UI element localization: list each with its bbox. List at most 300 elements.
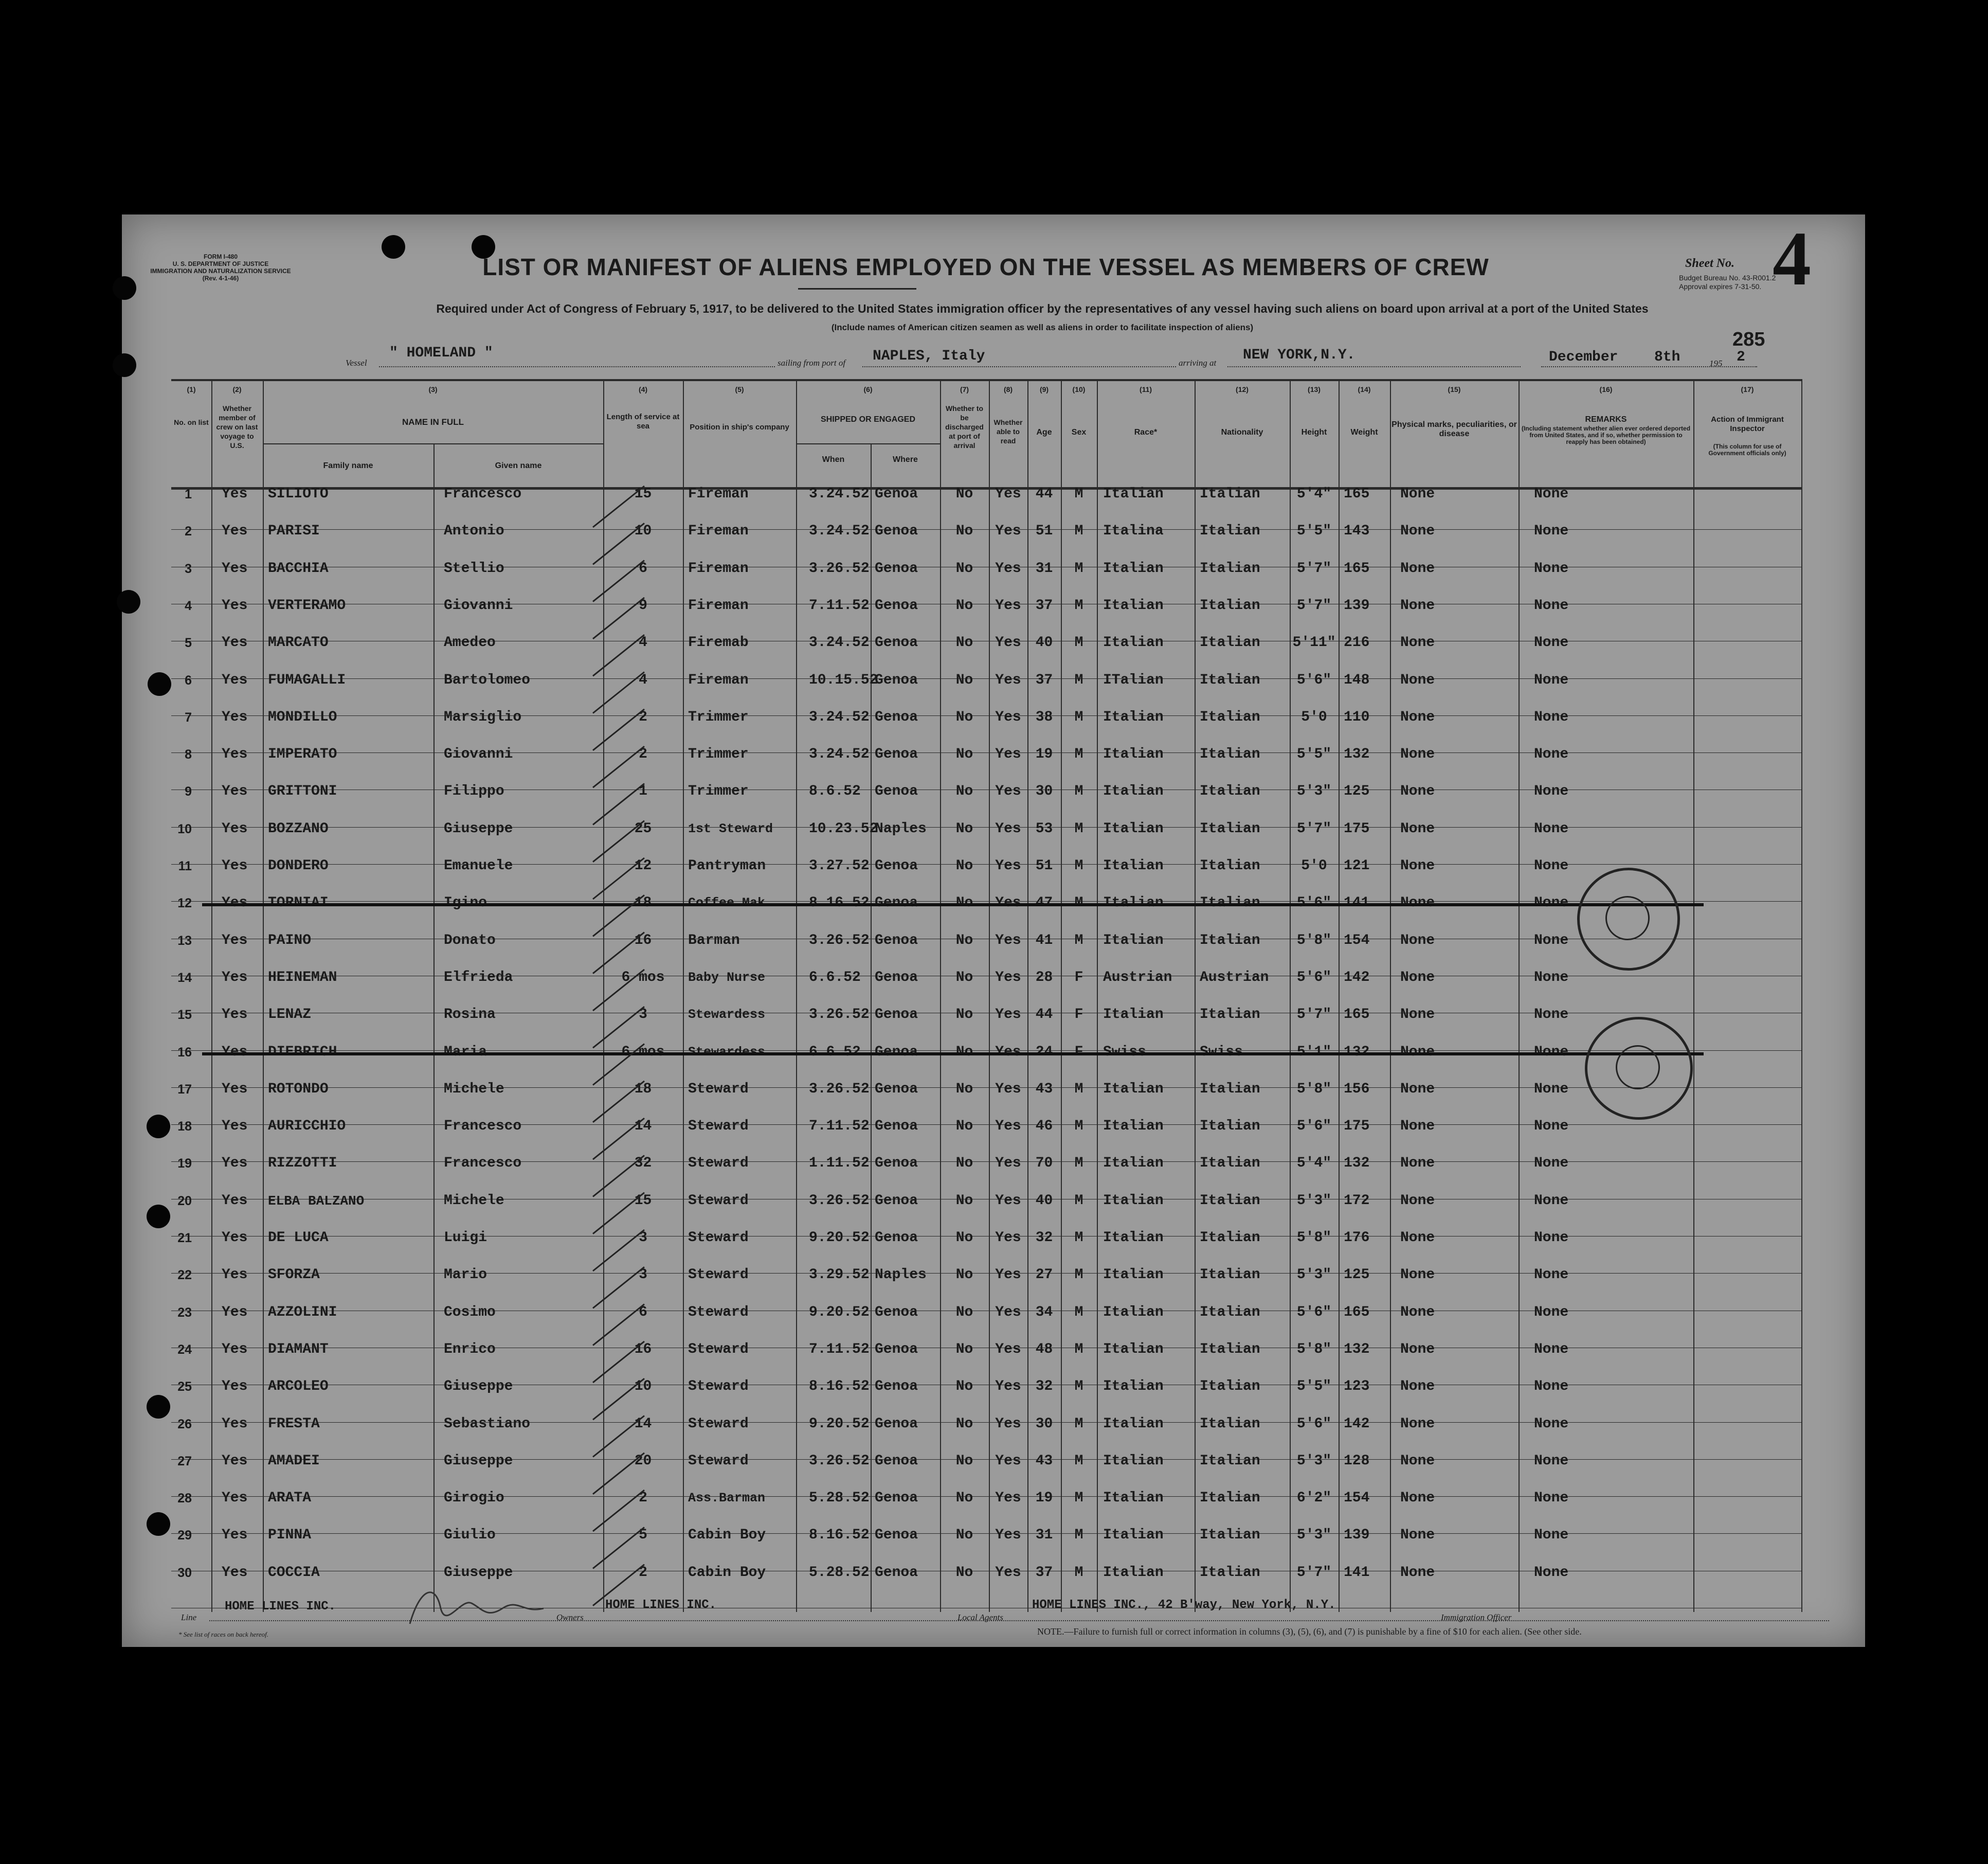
cell-nationality: Italian bbox=[1200, 858, 1260, 874]
table-row bbox=[171, 635, 1801, 672]
cell-crew: Yes bbox=[222, 1155, 248, 1172]
cell-given: Filippo bbox=[444, 783, 504, 800]
column-header-c12: Nationality bbox=[1221, 428, 1263, 437]
cell-nationality: Italian bbox=[1200, 1527, 1260, 1544]
cell-given: Marsiglio bbox=[444, 709, 522, 725]
cell-where: Genoa bbox=[875, 858, 918, 874]
column-header-c6a: When bbox=[822, 455, 845, 464]
cell-age: 70 bbox=[1035, 1155, 1053, 1172]
cell-position: Barman bbox=[688, 932, 740, 948]
cell-given: Giulio bbox=[444, 1527, 496, 1544]
cell-read: Yes bbox=[995, 1415, 1021, 1432]
cell-service: 16 bbox=[634, 1341, 652, 1357]
cell-height: 5'4" bbox=[1296, 486, 1332, 502]
cell-when: 3.26.52 bbox=[809, 1081, 870, 1097]
cell-when: 3.24.52 bbox=[809, 486, 870, 502]
consulate-stamp bbox=[1577, 868, 1680, 971]
row-number: 28 bbox=[177, 1491, 192, 1506]
punch-hole bbox=[147, 1115, 170, 1138]
cell-position: Stewardess bbox=[688, 1007, 766, 1023]
cell-discharged: No bbox=[955, 1490, 973, 1507]
row-number: 26 bbox=[177, 1417, 192, 1431]
cell-where: Genoa bbox=[875, 1453, 918, 1469]
cell-crew: Yes bbox=[222, 672, 248, 688]
cell-given: Francesco bbox=[444, 1118, 522, 1135]
punch-hole bbox=[147, 1395, 170, 1419]
consulate-stamp bbox=[1585, 1017, 1693, 1120]
cell-marks: None bbox=[1400, 560, 1435, 577]
cell-family: FRESTA bbox=[268, 1415, 320, 1432]
row-number: 21 bbox=[177, 1231, 192, 1245]
vessel-line bbox=[379, 366, 775, 367]
cell-read: Yes bbox=[995, 560, 1021, 577]
column-header-c7: Whether to be discharged at port of arrival bbox=[945, 404, 984, 450]
cell-read: Yes bbox=[995, 1341, 1021, 1357]
arrival-month: December bbox=[1549, 349, 1618, 365]
cell-service: 16 bbox=[634, 932, 652, 948]
cell-position: Fireman bbox=[688, 672, 749, 688]
cell-nationality: Italian bbox=[1200, 1081, 1260, 1097]
cell-service: 14 bbox=[634, 1118, 652, 1135]
cell-discharged: No bbox=[955, 635, 973, 651]
cell-crew: Yes bbox=[222, 1564, 248, 1581]
cell-position: Steward bbox=[688, 1081, 749, 1097]
cell-when: 5.28.52 bbox=[809, 1564, 870, 1581]
cell-height: 5'8" bbox=[1296, 932, 1332, 948]
cell-age: 53 bbox=[1035, 820, 1053, 837]
cell-remarks: None bbox=[1534, 1230, 1569, 1246]
cell-remarks: None bbox=[1534, 1267, 1569, 1283]
cell-marks: None bbox=[1400, 820, 1435, 837]
cell-sex: M bbox=[1074, 1378, 1083, 1395]
cell-age: 43 bbox=[1035, 1081, 1053, 1097]
cell-weight: 132 bbox=[1344, 1155, 1370, 1172]
cell-family: BOZZANO bbox=[268, 820, 329, 837]
cell-crew: Yes bbox=[222, 709, 248, 725]
cell-nationality: Austrian bbox=[1200, 969, 1269, 985]
cell-nationality: Italian bbox=[1200, 1267, 1260, 1283]
cell-read: Yes bbox=[995, 1230, 1021, 1246]
cell-remarks: None bbox=[1534, 672, 1569, 688]
cell-given: Antonio bbox=[444, 523, 504, 540]
line-value: HOME LINES INC. bbox=[225, 1600, 336, 1614]
row-number: 25 bbox=[177, 1379, 192, 1394]
cell-crew: Yes bbox=[222, 783, 248, 800]
cell-nationality: Italian bbox=[1200, 1230, 1260, 1246]
table-row bbox=[171, 1378, 1801, 1415]
cell-given: Giuseppe bbox=[444, 820, 513, 837]
cell-marks: None bbox=[1400, 523, 1435, 540]
row-number: 10 bbox=[177, 821, 192, 836]
cell-read: Yes bbox=[995, 1007, 1021, 1023]
cell-discharged: No bbox=[955, 1155, 973, 1172]
cell-position: Steward bbox=[688, 1267, 749, 1283]
cell-marks: None bbox=[1400, 1564, 1435, 1581]
cell-crew: Yes bbox=[222, 1230, 248, 1246]
cell-sex: M bbox=[1074, 1341, 1083, 1357]
cell-where: Genoa bbox=[875, 1378, 918, 1395]
table-row bbox=[171, 1416, 1801, 1453]
cell-given: Giuseppe bbox=[444, 1453, 513, 1469]
cell-position: Cabin Boy bbox=[688, 1564, 766, 1581]
cell-marks: None bbox=[1400, 1527, 1435, 1544]
cell-family: COCCIA bbox=[268, 1564, 320, 1581]
subnote: (Include names of American citizen seamen as well as aliens in order to facilitate inspection of aliens) bbox=[831, 322, 1254, 332]
table-row bbox=[171, 1230, 1801, 1267]
cell-marks: None bbox=[1400, 1415, 1435, 1432]
owners-value: HOME LINES INC. bbox=[605, 1598, 717, 1612]
cell-nationality: Italian bbox=[1200, 1155, 1260, 1172]
cell-service: 2 bbox=[639, 1490, 647, 1507]
cell-service: 5 bbox=[639, 1527, 647, 1544]
cell-age: 38 bbox=[1035, 709, 1053, 725]
cell-when: 8.16.52 bbox=[809, 1527, 870, 1544]
cell-where: Genoa bbox=[875, 1415, 918, 1432]
cell-discharged: No bbox=[955, 597, 973, 614]
cell-family: SILIOTO bbox=[268, 486, 329, 502]
cell-sex: M bbox=[1074, 709, 1083, 725]
column-header-c16note: (Including statement whether alien ever ordered deported from United States, and if so, whether permission to reapply has been obtained) bbox=[1521, 425, 1691, 445]
cell-nationality: Italian bbox=[1200, 486, 1260, 502]
cell-nationality: Italian bbox=[1200, 1341, 1260, 1357]
cell-nationality: Italian bbox=[1200, 560, 1260, 577]
cell-height: 5'3" bbox=[1296, 1267, 1332, 1283]
cell-when: 3.26.52 bbox=[809, 1192, 870, 1209]
cell-service: 20 bbox=[634, 1453, 652, 1469]
cell-when: 3.24.52 bbox=[809, 523, 870, 540]
cell-sex: M bbox=[1074, 635, 1083, 651]
cell-read: Yes bbox=[995, 597, 1021, 614]
cell-discharged: No bbox=[955, 1415, 973, 1432]
cell-marks: None bbox=[1400, 1453, 1435, 1469]
cell-service: 2 bbox=[639, 709, 647, 725]
cell-position: Trimmer bbox=[688, 746, 749, 763]
cell-weight: 139 bbox=[1344, 1527, 1370, 1544]
cell-race: Italian bbox=[1103, 783, 1164, 800]
sheet-number-label: Sheet No. bbox=[1685, 257, 1734, 270]
cell-crew: Yes bbox=[222, 1081, 248, 1097]
cell-sex: M bbox=[1074, 858, 1083, 874]
cell-read: Yes bbox=[995, 746, 1021, 763]
cell-crew: Yes bbox=[222, 1007, 248, 1023]
cell-discharged: No bbox=[955, 969, 973, 985]
cell-age: 43 bbox=[1035, 1453, 1053, 1469]
cell-remarks: None bbox=[1534, 486, 1569, 502]
cell-given: Giuseppe bbox=[444, 1564, 513, 1581]
cell-family: DE LUCA bbox=[268, 1230, 329, 1246]
cell-remarks: None bbox=[1534, 560, 1569, 577]
column-number: (17) bbox=[1741, 385, 1754, 393]
row-number: 5 bbox=[185, 636, 192, 651]
cell-position: Fireman bbox=[688, 523, 749, 540]
cell-marks: None bbox=[1400, 709, 1435, 725]
cell-service: 3 bbox=[639, 1230, 647, 1246]
table-row bbox=[171, 970, 1801, 1007]
table-row bbox=[171, 1081, 1801, 1118]
cell-weight: 123 bbox=[1344, 1378, 1370, 1395]
row-number: 30 bbox=[177, 1565, 192, 1580]
cell-family: DIAMANT bbox=[268, 1341, 329, 1357]
arrival-year-prefix: 195 bbox=[1709, 359, 1723, 368]
cell-discharged: No bbox=[955, 1267, 973, 1283]
row-number: 18 bbox=[177, 1119, 192, 1134]
vessel-label: Vessel bbox=[346, 358, 367, 368]
cell-age: 19 bbox=[1035, 746, 1053, 763]
cell-position: Steward bbox=[688, 1378, 749, 1395]
cell-given: Girogio bbox=[444, 1490, 504, 1507]
cell-marks: None bbox=[1400, 1230, 1435, 1246]
cell-given: Michele bbox=[444, 1192, 504, 1209]
cell-remarks: None bbox=[1534, 1341, 1569, 1357]
cell-where: Genoa bbox=[875, 1155, 918, 1172]
cell-service: 9 bbox=[639, 597, 647, 614]
row-number: 15 bbox=[177, 1008, 192, 1023]
cell-crew: Yes bbox=[222, 1267, 248, 1283]
cell-weight: 154 bbox=[1344, 1490, 1370, 1507]
cell-service: 15 bbox=[634, 486, 652, 502]
cell-when: 5.28.52 bbox=[809, 1490, 870, 1507]
cell-height: 6'2" bbox=[1296, 1490, 1332, 1507]
cell-sex: M bbox=[1074, 932, 1083, 948]
cell-sex: M bbox=[1074, 1230, 1083, 1246]
cell-nationality: Italian bbox=[1200, 523, 1260, 540]
cell-where: Genoa bbox=[875, 969, 918, 985]
cell-sex: M bbox=[1074, 560, 1083, 577]
cell-service: 6 mos bbox=[621, 969, 665, 985]
cell-height: 5'0 bbox=[1301, 858, 1327, 874]
cell-service: 10 bbox=[634, 523, 652, 540]
table-rule bbox=[171, 379, 1801, 381]
table-row bbox=[171, 1155, 1801, 1192]
cell-discharged: No bbox=[955, 1304, 973, 1320]
cell-discharged: No bbox=[955, 486, 973, 502]
cell-race: Italian bbox=[1103, 1564, 1164, 1581]
cell-height: 5'3" bbox=[1296, 1192, 1332, 1209]
table-row bbox=[171, 783, 1801, 820]
cell-service: 4 bbox=[639, 672, 647, 688]
cell-given: Elfrieda bbox=[444, 969, 513, 985]
arriving-line bbox=[1227, 366, 1521, 367]
cell-age: 37 bbox=[1035, 597, 1053, 614]
column-number: (7) bbox=[960, 385, 969, 393]
column-number: (3) bbox=[428, 385, 438, 393]
column-number: (11) bbox=[1139, 385, 1152, 393]
cell-height: 5'4" bbox=[1296, 1155, 1332, 1172]
column-header-c16: REMARKS bbox=[1585, 415, 1627, 424]
cell-remarks: None bbox=[1534, 709, 1569, 725]
cell-race: Italian bbox=[1103, 1341, 1164, 1357]
line-label: Line bbox=[181, 1612, 197, 1622]
column-number: (2) bbox=[232, 385, 242, 393]
cell-race: Italina bbox=[1103, 523, 1164, 540]
row-number: 19 bbox=[177, 1156, 192, 1171]
cell-marks: None bbox=[1400, 1490, 1435, 1507]
table-row bbox=[171, 523, 1801, 560]
cell-position: Ass.Barman bbox=[688, 1491, 766, 1506]
table-row bbox=[171, 895, 1801, 932]
cell-marks: None bbox=[1400, 1081, 1435, 1097]
cell-sex: M bbox=[1074, 1192, 1083, 1209]
cell-given: Stellio bbox=[444, 560, 504, 577]
cell-height: 5'3" bbox=[1296, 1527, 1332, 1544]
cell-weight: 139 bbox=[1344, 597, 1370, 614]
cell-race: Italian bbox=[1103, 486, 1164, 502]
cell-remarks: None bbox=[1534, 1007, 1569, 1023]
owners-label: Owners bbox=[556, 1612, 584, 1622]
cell-race: Italian bbox=[1103, 1267, 1164, 1283]
strike-through-line bbox=[202, 1052, 1704, 1055]
cell-sex: M bbox=[1074, 1490, 1083, 1507]
table-row bbox=[171, 1453, 1801, 1490]
cell-crew: Yes bbox=[222, 1415, 248, 1432]
cell-height: 5'5" bbox=[1296, 746, 1332, 763]
cell-given: Francesco bbox=[444, 486, 522, 502]
cell-when: 9.20.52 bbox=[809, 1415, 870, 1432]
cell-crew: Yes bbox=[222, 1453, 248, 1469]
row-number: 14 bbox=[177, 970, 192, 985]
cell-remarks: None bbox=[1534, 1118, 1569, 1135]
cell-crew: Yes bbox=[222, 858, 248, 874]
cell-when: 3.26.52 bbox=[809, 932, 870, 948]
cell-crew: Yes bbox=[222, 1490, 248, 1507]
cell-service: 10 bbox=[634, 1378, 652, 1395]
cell-family: DONDERO bbox=[268, 858, 329, 874]
table-row bbox=[171, 1118, 1801, 1155]
arriving-label: arriving at bbox=[1179, 358, 1217, 368]
cell-crew: Yes bbox=[222, 560, 248, 577]
cell-family: ARATA bbox=[268, 1490, 312, 1507]
column-number: (15) bbox=[1448, 385, 1461, 393]
cell-family: AZZOLINI bbox=[268, 1304, 337, 1320]
cell-sex: M bbox=[1074, 1527, 1083, 1544]
cell-when: 9.20.52 bbox=[809, 1230, 870, 1246]
cell-nationality: Italian bbox=[1200, 1378, 1260, 1395]
cell-age: 40 bbox=[1035, 1192, 1053, 1209]
cell-height: 5'11" bbox=[1292, 635, 1336, 651]
cell-weight: 175 bbox=[1344, 1118, 1370, 1135]
column-number: (14) bbox=[1358, 385, 1371, 393]
cell-discharged: No bbox=[955, 858, 973, 874]
cell-age: 46 bbox=[1035, 1118, 1053, 1135]
sailing-line bbox=[862, 366, 1176, 367]
cell-read: Yes bbox=[995, 1453, 1021, 1469]
cell-height: 5'5" bbox=[1296, 1378, 1332, 1395]
cell-where: Genoa bbox=[875, 1081, 918, 1097]
cell-family: VERTERAMO bbox=[268, 597, 346, 614]
column-number: (1) bbox=[187, 385, 196, 393]
cell-when: 10.15.52 bbox=[809, 672, 878, 688]
cell-where: Genoa bbox=[875, 635, 918, 651]
cell-given: Emanuele bbox=[444, 858, 513, 874]
cell-race: Italian bbox=[1103, 635, 1164, 651]
cell-crew: Yes bbox=[222, 1341, 248, 1357]
cell-weight: 165 bbox=[1344, 1304, 1370, 1320]
signature bbox=[400, 1578, 554, 1634]
cell-marks: None bbox=[1400, 1192, 1435, 1209]
cell-marks: None bbox=[1400, 858, 1435, 874]
cell-discharged: No bbox=[955, 1527, 973, 1544]
cell-when: 8.6.52 bbox=[809, 783, 861, 800]
cell-discharged: No bbox=[955, 1118, 973, 1135]
cell-discharged: No bbox=[955, 672, 973, 688]
cell-height: 5'6" bbox=[1296, 1415, 1332, 1432]
cell-family: HEINEMAN bbox=[268, 969, 337, 985]
column-number: (12) bbox=[1236, 385, 1249, 393]
cell-where: Genoa bbox=[875, 932, 918, 948]
cell-given: Cosimo bbox=[444, 1304, 496, 1320]
column-header-c11: Race* bbox=[1134, 428, 1158, 437]
cell-weight: 165 bbox=[1344, 1007, 1370, 1023]
cell-read: Yes bbox=[995, 523, 1021, 540]
cell-nationality: Italian bbox=[1200, 1490, 1260, 1507]
cell-race: Italian bbox=[1103, 1453, 1164, 1469]
cell-marks: None bbox=[1400, 1304, 1435, 1320]
table-rule bbox=[263, 443, 603, 444]
cell-race: Italian bbox=[1103, 820, 1164, 837]
cell-race: Italian bbox=[1103, 932, 1164, 948]
cell-discharged: No bbox=[955, 1564, 973, 1581]
row-number: 1 bbox=[185, 487, 192, 501]
table-row bbox=[171, 1007, 1801, 1044]
cell-age: 40 bbox=[1035, 635, 1053, 651]
cell-family: RIZZOTTI bbox=[268, 1155, 337, 1172]
column-number: (8) bbox=[1003, 385, 1013, 393]
cell-race: Italian bbox=[1103, 1490, 1164, 1507]
cell-weight: 148 bbox=[1344, 672, 1370, 688]
column-header-c3: NAME IN FULL bbox=[402, 417, 464, 427]
cell-nationality: Italian bbox=[1200, 1007, 1260, 1023]
cell-when: 7.11.52 bbox=[809, 1118, 870, 1135]
cell-where: Genoa bbox=[875, 746, 918, 763]
row-number: 29 bbox=[177, 1528, 192, 1543]
cell-remarks: None bbox=[1534, 820, 1569, 837]
cell-race: Italian bbox=[1103, 597, 1164, 614]
arrival-day: 8th bbox=[1654, 349, 1680, 365]
cell-race: Austrian bbox=[1103, 969, 1172, 985]
cell-given: Giuseppe bbox=[444, 1378, 513, 1395]
cell-given: Francesco bbox=[444, 1155, 522, 1172]
cell-nationality: Italian bbox=[1200, 783, 1260, 800]
table-rule bbox=[796, 443, 940, 444]
cell-nationality: Italian bbox=[1200, 1453, 1260, 1469]
cell-remarks: None bbox=[1534, 1527, 1569, 1544]
cell-family: ARCOLEO bbox=[268, 1378, 329, 1395]
cell-where: Genoa bbox=[875, 1527, 918, 1544]
cell-marks: None bbox=[1400, 1118, 1435, 1135]
cell-position: Fireman bbox=[688, 560, 749, 577]
column-number: (4) bbox=[638, 385, 648, 393]
cell-age: 32 bbox=[1035, 1230, 1053, 1246]
cell-remarks: None bbox=[1534, 1155, 1569, 1172]
cell-given: Giovanni bbox=[444, 597, 513, 614]
cell-remarks: None bbox=[1534, 597, 1569, 614]
cell-service: 3 bbox=[639, 1007, 647, 1023]
cell-age: 37 bbox=[1035, 672, 1053, 688]
cell-where: Genoa bbox=[875, 1341, 918, 1357]
cell-crew: Yes bbox=[222, 1118, 248, 1135]
cell-crew: Yes bbox=[222, 820, 248, 837]
cell-remarks: None bbox=[1534, 1490, 1569, 1507]
cell-race: Italian bbox=[1103, 858, 1164, 874]
cell-marks: None bbox=[1400, 969, 1435, 985]
cell-weight: 172 bbox=[1344, 1192, 1370, 1209]
cell-position: Fireman bbox=[688, 486, 749, 502]
cell-when: 3.24.52 bbox=[809, 709, 870, 725]
cell-sex: M bbox=[1074, 486, 1083, 502]
cell-height: 5'6" bbox=[1296, 672, 1332, 688]
cell-family: IMPERATO bbox=[268, 746, 337, 763]
row-number: 7 bbox=[185, 710, 192, 725]
